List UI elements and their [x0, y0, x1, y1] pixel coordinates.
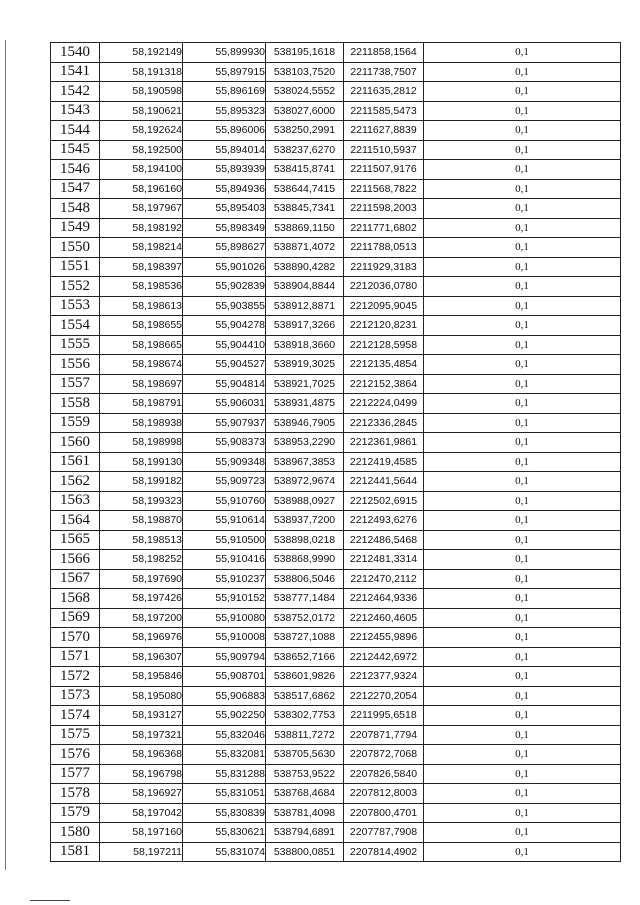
accuracy-cell: 0,1 [424, 706, 621, 726]
y-coordinate-cell: 2211771,6802 [344, 218, 424, 238]
accuracy-cell: 0,1 [424, 374, 621, 394]
accuracy-cell: 0,1 [424, 199, 621, 219]
table-row [51, 550, 621, 570]
longitude-cell: 55,897915 [183, 62, 266, 82]
longitude-cell: 55,832081 [183, 745, 266, 765]
x-coordinate-cell: 538967,3853 [266, 452, 344, 472]
x-coordinate-cell: 538811,7272 [266, 725, 344, 745]
y-coordinate-cell: 2207812,8003 [344, 784, 424, 804]
accuracy-cell: 0,1 [424, 257, 621, 277]
latitude-cell: 58,198252 [100, 550, 183, 570]
latitude-cell: 58,198998 [100, 433, 183, 453]
y-coordinate-cell: 2211627,8839 [344, 121, 424, 141]
table-row [51, 452, 621, 472]
accuracy-cell: 0,1 [424, 608, 621, 628]
coordinates-table-body [51, 43, 621, 862]
accuracy-cell: 0,1 [424, 316, 621, 336]
table-row [51, 608, 621, 628]
x-coordinate-cell: 538027,6000 [266, 101, 344, 121]
x-coordinate-cell: 538806,5046 [266, 569, 344, 589]
latitude-cell: 58,198674 [100, 355, 183, 375]
y-coordinate-cell: 2211568,7822 [344, 179, 424, 199]
latitude-cell: 58,198655 [100, 316, 183, 336]
latitude-cell: 58,199130 [100, 452, 183, 472]
table-row [51, 511, 621, 531]
table-row [51, 277, 621, 297]
y-coordinate-cell: 2212486,5468 [344, 530, 424, 550]
point-number-cell: 1554 [51, 316, 100, 336]
longitude-cell: 55,904527 [183, 355, 266, 375]
y-coordinate-cell: 2212493,6276 [344, 511, 424, 531]
table-row [51, 686, 621, 706]
point-number-cell: 1570 [51, 628, 100, 648]
y-coordinate-cell: 2212095,9045 [344, 296, 424, 316]
accuracy-cell: 0,1 [424, 530, 621, 550]
longitude-cell: 55,896169 [183, 82, 266, 102]
point-number-cell: 1569 [51, 608, 100, 628]
point-number-cell: 1562 [51, 472, 100, 492]
longitude-cell: 55,909348 [183, 452, 266, 472]
y-coordinate-cell: 2212135,4854 [344, 355, 424, 375]
latitude-cell: 58,192149 [100, 43, 183, 63]
table-row [51, 823, 621, 843]
point-number-cell: 1573 [51, 686, 100, 706]
accuracy-cell: 0,1 [424, 296, 621, 316]
x-coordinate-cell: 538302,7753 [266, 706, 344, 726]
y-coordinate-cell: 2211929,3183 [344, 257, 424, 277]
latitude-cell: 58,190621 [100, 101, 183, 121]
table-row [51, 842, 621, 862]
x-coordinate-cell: 538845,7341 [266, 199, 344, 219]
y-coordinate-cell: 2212377,9324 [344, 667, 424, 687]
latitude-cell: 58,198397 [100, 257, 183, 277]
longitude-cell: 55,894936 [183, 179, 266, 199]
longitude-cell: 55,904814 [183, 374, 266, 394]
table-row [51, 355, 621, 375]
latitude-cell: 58,195080 [100, 686, 183, 706]
y-coordinate-cell: 2212464,9336 [344, 589, 424, 609]
longitude-cell: 55,893939 [183, 160, 266, 180]
longitude-cell: 55,910500 [183, 530, 266, 550]
point-number-cell: 1553 [51, 296, 100, 316]
x-coordinate-cell: 538917,3266 [266, 316, 344, 336]
accuracy-cell: 0,1 [424, 472, 621, 492]
accuracy-cell: 0,1 [424, 277, 621, 297]
x-coordinate-cell: 538103,7520 [266, 62, 344, 82]
y-coordinate-cell: 2212460,4605 [344, 608, 424, 628]
x-coordinate-cell: 538652,7166 [266, 647, 344, 667]
longitude-cell: 55,894014 [183, 140, 266, 160]
latitude-cell: 58,198536 [100, 277, 183, 297]
point-number-cell: 1549 [51, 218, 100, 238]
x-coordinate-cell: 538250,2991 [266, 121, 344, 141]
y-coordinate-cell: 2207871,7794 [344, 725, 424, 745]
point-number-cell: 1557 [51, 374, 100, 394]
accuracy-cell: 0,1 [424, 647, 621, 667]
point-number-cell: 1542 [51, 82, 100, 102]
longitude-cell: 55,910008 [183, 628, 266, 648]
latitude-cell: 58,197967 [100, 199, 183, 219]
longitude-cell: 55,908373 [183, 433, 266, 453]
accuracy-cell: 0,1 [424, 784, 621, 804]
latitude-cell: 58,198192 [100, 218, 183, 238]
latitude-cell: 58,197160 [100, 823, 183, 843]
latitude-cell: 58,192624 [100, 121, 183, 141]
x-coordinate-cell: 538415,8741 [266, 160, 344, 180]
point-number-cell: 1546 [51, 160, 100, 180]
longitude-cell: 55,902250 [183, 706, 266, 726]
point-number-cell: 1563 [51, 491, 100, 511]
longitude-cell: 55,904410 [183, 335, 266, 355]
longitude-cell: 55,910760 [183, 491, 266, 511]
y-coordinate-cell: 2212455,9896 [344, 628, 424, 648]
latitude-cell: 58,192500 [100, 140, 183, 160]
table-row [51, 101, 621, 121]
table-row [51, 374, 621, 394]
accuracy-cell: 0,1 [424, 667, 621, 687]
coordinates-table [50, 42, 621, 862]
y-coordinate-cell: 2212152,3864 [344, 374, 424, 394]
latitude-cell: 58,197211 [100, 842, 183, 862]
accuracy-cell: 0,1 [424, 686, 621, 706]
x-coordinate-cell: 538918,3660 [266, 335, 344, 355]
latitude-cell: 58,199323 [100, 491, 183, 511]
table-row [51, 764, 621, 784]
table-row [51, 82, 621, 102]
longitude-cell: 55,904278 [183, 316, 266, 336]
table-row [51, 316, 621, 336]
x-coordinate-cell: 538024,5552 [266, 82, 344, 102]
table-row [51, 394, 621, 414]
table-row [51, 335, 621, 355]
longitude-cell: 55,831288 [183, 764, 266, 784]
longitude-cell: 55,901026 [183, 257, 266, 277]
y-coordinate-cell: 2212470,2112 [344, 569, 424, 589]
x-coordinate-cell: 538781,4098 [266, 803, 344, 823]
y-coordinate-cell: 2212502,6915 [344, 491, 424, 511]
accuracy-cell: 0,1 [424, 764, 621, 784]
table-row [51, 569, 621, 589]
longitude-cell: 55,910080 [183, 608, 266, 628]
x-coordinate-cell: 538871,4072 [266, 238, 344, 258]
accuracy-cell: 0,1 [424, 140, 621, 160]
latitude-cell: 58,196307 [100, 647, 183, 667]
x-coordinate-cell: 538931,4875 [266, 394, 344, 414]
x-coordinate-cell: 538644,7415 [266, 179, 344, 199]
accuracy-cell: 0,1 [424, 82, 621, 102]
latitude-cell: 58,198870 [100, 511, 183, 531]
longitude-cell: 55,830839 [183, 803, 266, 823]
table-row [51, 628, 621, 648]
y-coordinate-cell: 2207787,7908 [344, 823, 424, 843]
latitude-cell: 58,196368 [100, 745, 183, 765]
longitude-cell: 55,898349 [183, 218, 266, 238]
accuracy-cell: 0,1 [424, 842, 621, 862]
latitude-cell: 58,197042 [100, 803, 183, 823]
x-coordinate-cell: 538953,2290 [266, 433, 344, 453]
table-row [51, 647, 621, 667]
table-row [51, 413, 621, 433]
accuracy-cell: 0,1 [424, 452, 621, 472]
table-row [51, 218, 621, 238]
x-coordinate-cell: 538921,7025 [266, 374, 344, 394]
point-number-cell: 1576 [51, 745, 100, 765]
table-row [51, 199, 621, 219]
latitude-cell: 58,195846 [100, 667, 183, 687]
longitude-cell: 55,906031 [183, 394, 266, 414]
x-coordinate-cell: 538869,1150 [266, 218, 344, 238]
longitude-cell: 55,831051 [183, 784, 266, 804]
accuracy-cell: 0,1 [424, 433, 621, 453]
latitude-cell: 58,196976 [100, 628, 183, 648]
page-edge-mark [5, 40, 6, 870]
accuracy-cell: 0,1 [424, 62, 621, 82]
x-coordinate-cell: 538517,6862 [266, 686, 344, 706]
x-coordinate-cell: 538898,0218 [266, 530, 344, 550]
accuracy-cell: 0,1 [424, 550, 621, 570]
accuracy-cell: 0,1 [424, 394, 621, 414]
x-coordinate-cell: 538753,9522 [266, 764, 344, 784]
accuracy-cell: 0,1 [424, 628, 621, 648]
longitude-cell: 55,908701 [183, 667, 266, 687]
longitude-cell: 55,910614 [183, 511, 266, 531]
coordinates-table-page [50, 42, 621, 862]
table-row [51, 803, 621, 823]
y-coordinate-cell: 2212270,2054 [344, 686, 424, 706]
y-coordinate-cell: 2211635,2812 [344, 82, 424, 102]
point-number-cell: 1560 [51, 433, 100, 453]
accuracy-cell: 0,1 [424, 745, 621, 765]
accuracy-cell: 0,1 [424, 101, 621, 121]
latitude-cell: 58,194100 [100, 160, 183, 180]
point-number-cell: 1548 [51, 199, 100, 219]
point-number-cell: 1575 [51, 725, 100, 745]
y-coordinate-cell: 2212336,2845 [344, 413, 424, 433]
point-number-cell: 1561 [51, 452, 100, 472]
latitude-cell: 58,198214 [100, 238, 183, 258]
latitude-cell: 58,197200 [100, 608, 183, 628]
latitude-cell: 58,196798 [100, 764, 183, 784]
table-row [51, 257, 621, 277]
y-coordinate-cell: 2207814,4902 [344, 842, 424, 862]
longitude-cell: 55,895323 [183, 101, 266, 121]
latitude-cell: 58,197321 [100, 725, 183, 745]
accuracy-cell: 0,1 [424, 823, 621, 843]
x-coordinate-cell: 538988,0927 [266, 491, 344, 511]
x-coordinate-cell: 538868,9990 [266, 550, 344, 570]
x-coordinate-cell: 538237,6270 [266, 140, 344, 160]
latitude-cell: 58,197426 [100, 589, 183, 609]
point-number-cell: 1581 [51, 842, 100, 862]
longitude-cell: 55,910152 [183, 589, 266, 609]
y-coordinate-cell: 2211507,9176 [344, 160, 424, 180]
y-coordinate-cell: 2207872,7068 [344, 745, 424, 765]
accuracy-cell: 0,1 [424, 179, 621, 199]
longitude-cell: 55,909723 [183, 472, 266, 492]
y-coordinate-cell: 2212419,4585 [344, 452, 424, 472]
point-number-cell: 1568 [51, 589, 100, 609]
longitude-cell: 55,896006 [183, 121, 266, 141]
x-coordinate-cell: 538800,0851 [266, 842, 344, 862]
latitude-cell: 58,193127 [100, 706, 183, 726]
longitude-cell: 55,909794 [183, 647, 266, 667]
table-row [51, 667, 621, 687]
point-number-cell: 1578 [51, 784, 100, 804]
bottom-rule [30, 900, 70, 901]
longitude-cell: 55,830621 [183, 823, 266, 843]
longitude-cell: 55,832046 [183, 725, 266, 745]
y-coordinate-cell: 2211510,5937 [344, 140, 424, 160]
latitude-cell: 58,190598 [100, 82, 183, 102]
y-coordinate-cell: 2212120,8231 [344, 316, 424, 336]
accuracy-cell: 0,1 [424, 803, 621, 823]
x-coordinate-cell: 538727,1088 [266, 628, 344, 648]
table-row [51, 238, 621, 258]
point-number-cell: 1580 [51, 823, 100, 843]
x-coordinate-cell: 538752,0172 [266, 608, 344, 628]
point-number-cell: 1577 [51, 764, 100, 784]
point-number-cell: 1558 [51, 394, 100, 414]
point-number-cell: 1572 [51, 667, 100, 687]
accuracy-cell: 0,1 [424, 511, 621, 531]
table-row [51, 140, 621, 160]
point-number-cell: 1567 [51, 569, 100, 589]
longitude-cell: 55,831074 [183, 842, 266, 862]
accuracy-cell: 0,1 [424, 569, 621, 589]
y-coordinate-cell: 2212441,5644 [344, 472, 424, 492]
point-number-cell: 1555 [51, 335, 100, 355]
y-coordinate-cell: 2211995,6518 [344, 706, 424, 726]
point-number-cell: 1552 [51, 277, 100, 297]
table-row [51, 433, 621, 453]
latitude-cell: 58,198513 [100, 530, 183, 550]
point-number-cell: 1574 [51, 706, 100, 726]
x-coordinate-cell: 538972,9674 [266, 472, 344, 492]
x-coordinate-cell: 538890,4282 [266, 257, 344, 277]
point-number-cell: 1564 [51, 511, 100, 531]
y-coordinate-cell: 2211738,7507 [344, 62, 424, 82]
accuracy-cell: 0,1 [424, 413, 621, 433]
x-coordinate-cell: 538601,9826 [266, 667, 344, 687]
y-coordinate-cell: 2212128,5958 [344, 335, 424, 355]
longitude-cell: 55,898627 [183, 238, 266, 258]
x-coordinate-cell: 538768,4684 [266, 784, 344, 804]
latitude-cell: 58,198697 [100, 374, 183, 394]
y-coordinate-cell: 2211585,5473 [344, 101, 424, 121]
longitude-cell: 55,895403 [183, 199, 266, 219]
point-number-cell: 1543 [51, 101, 100, 121]
point-number-cell: 1571 [51, 647, 100, 667]
accuracy-cell: 0,1 [424, 355, 621, 375]
accuracy-cell: 0,1 [424, 335, 621, 355]
latitude-cell: 58,198665 [100, 335, 183, 355]
table-row [51, 745, 621, 765]
point-number-cell: 1566 [51, 550, 100, 570]
table-row [51, 491, 621, 511]
x-coordinate-cell: 538195,1618 [266, 43, 344, 63]
table-row [51, 121, 621, 141]
table-row [51, 784, 621, 804]
table-row [51, 706, 621, 726]
accuracy-cell: 0,1 [424, 121, 621, 141]
point-number-cell: 1547 [51, 179, 100, 199]
accuracy-cell: 0,1 [424, 238, 621, 258]
longitude-cell: 55,899930 [183, 43, 266, 63]
table-row [51, 589, 621, 609]
longitude-cell: 55,906883 [183, 686, 266, 706]
y-coordinate-cell: 2207800,4701 [344, 803, 424, 823]
y-coordinate-cell: 2211858,1564 [344, 43, 424, 63]
y-coordinate-cell: 2211788,0513 [344, 238, 424, 258]
y-coordinate-cell: 2212224,0499 [344, 394, 424, 414]
latitude-cell: 58,197690 [100, 569, 183, 589]
point-number-cell: 1556 [51, 355, 100, 375]
longitude-cell: 55,910237 [183, 569, 266, 589]
x-coordinate-cell: 538794,6891 [266, 823, 344, 843]
latitude-cell: 58,199182 [100, 472, 183, 492]
longitude-cell: 55,902839 [183, 277, 266, 297]
x-coordinate-cell: 538705,5630 [266, 745, 344, 765]
table-row [51, 62, 621, 82]
x-coordinate-cell: 538919,3025 [266, 355, 344, 375]
x-coordinate-cell: 538777,1484 [266, 589, 344, 609]
table-row [51, 725, 621, 745]
latitude-cell: 58,196927 [100, 784, 183, 804]
point-number-cell: 1559 [51, 413, 100, 433]
y-coordinate-cell: 2212442,6972 [344, 647, 424, 667]
latitude-cell: 58,198938 [100, 413, 183, 433]
y-coordinate-cell: 2212036,0780 [344, 277, 424, 297]
table-row [51, 530, 621, 550]
latitude-cell: 58,191318 [100, 62, 183, 82]
accuracy-cell: 0,1 [424, 725, 621, 745]
accuracy-cell: 0,1 [424, 160, 621, 180]
latitude-cell: 58,198613 [100, 296, 183, 316]
accuracy-cell: 0,1 [424, 218, 621, 238]
accuracy-cell: 0,1 [424, 491, 621, 511]
point-number-cell: 1545 [51, 140, 100, 160]
table-row [51, 43, 621, 63]
point-number-cell: 1540 [51, 43, 100, 63]
accuracy-cell: 0,1 [424, 589, 621, 609]
table-row [51, 472, 621, 492]
table-row [51, 296, 621, 316]
point-number-cell: 1565 [51, 530, 100, 550]
table-row [51, 160, 621, 180]
y-coordinate-cell: 2207826,5840 [344, 764, 424, 784]
latitude-cell: 58,196160 [100, 179, 183, 199]
point-number-cell: 1550 [51, 238, 100, 258]
point-number-cell: 1541 [51, 62, 100, 82]
y-coordinate-cell: 2212481,3314 [344, 550, 424, 570]
x-coordinate-cell: 538912,8871 [266, 296, 344, 316]
y-coordinate-cell: 2211598,2003 [344, 199, 424, 219]
x-coordinate-cell: 538937,7200 [266, 511, 344, 531]
point-number-cell: 1579 [51, 803, 100, 823]
point-number-cell: 1551 [51, 257, 100, 277]
x-coordinate-cell: 538904,8844 [266, 277, 344, 297]
longitude-cell: 55,907937 [183, 413, 266, 433]
point-number-cell: 1544 [51, 121, 100, 141]
longitude-cell: 55,910416 [183, 550, 266, 570]
longitude-cell: 55,903855 [183, 296, 266, 316]
accuracy-cell: 0,1 [424, 43, 621, 63]
table-row [51, 179, 621, 199]
latitude-cell: 58,198791 [100, 394, 183, 414]
y-coordinate-cell: 2212361,9861 [344, 433, 424, 453]
x-coordinate-cell: 538946,7905 [266, 413, 344, 433]
